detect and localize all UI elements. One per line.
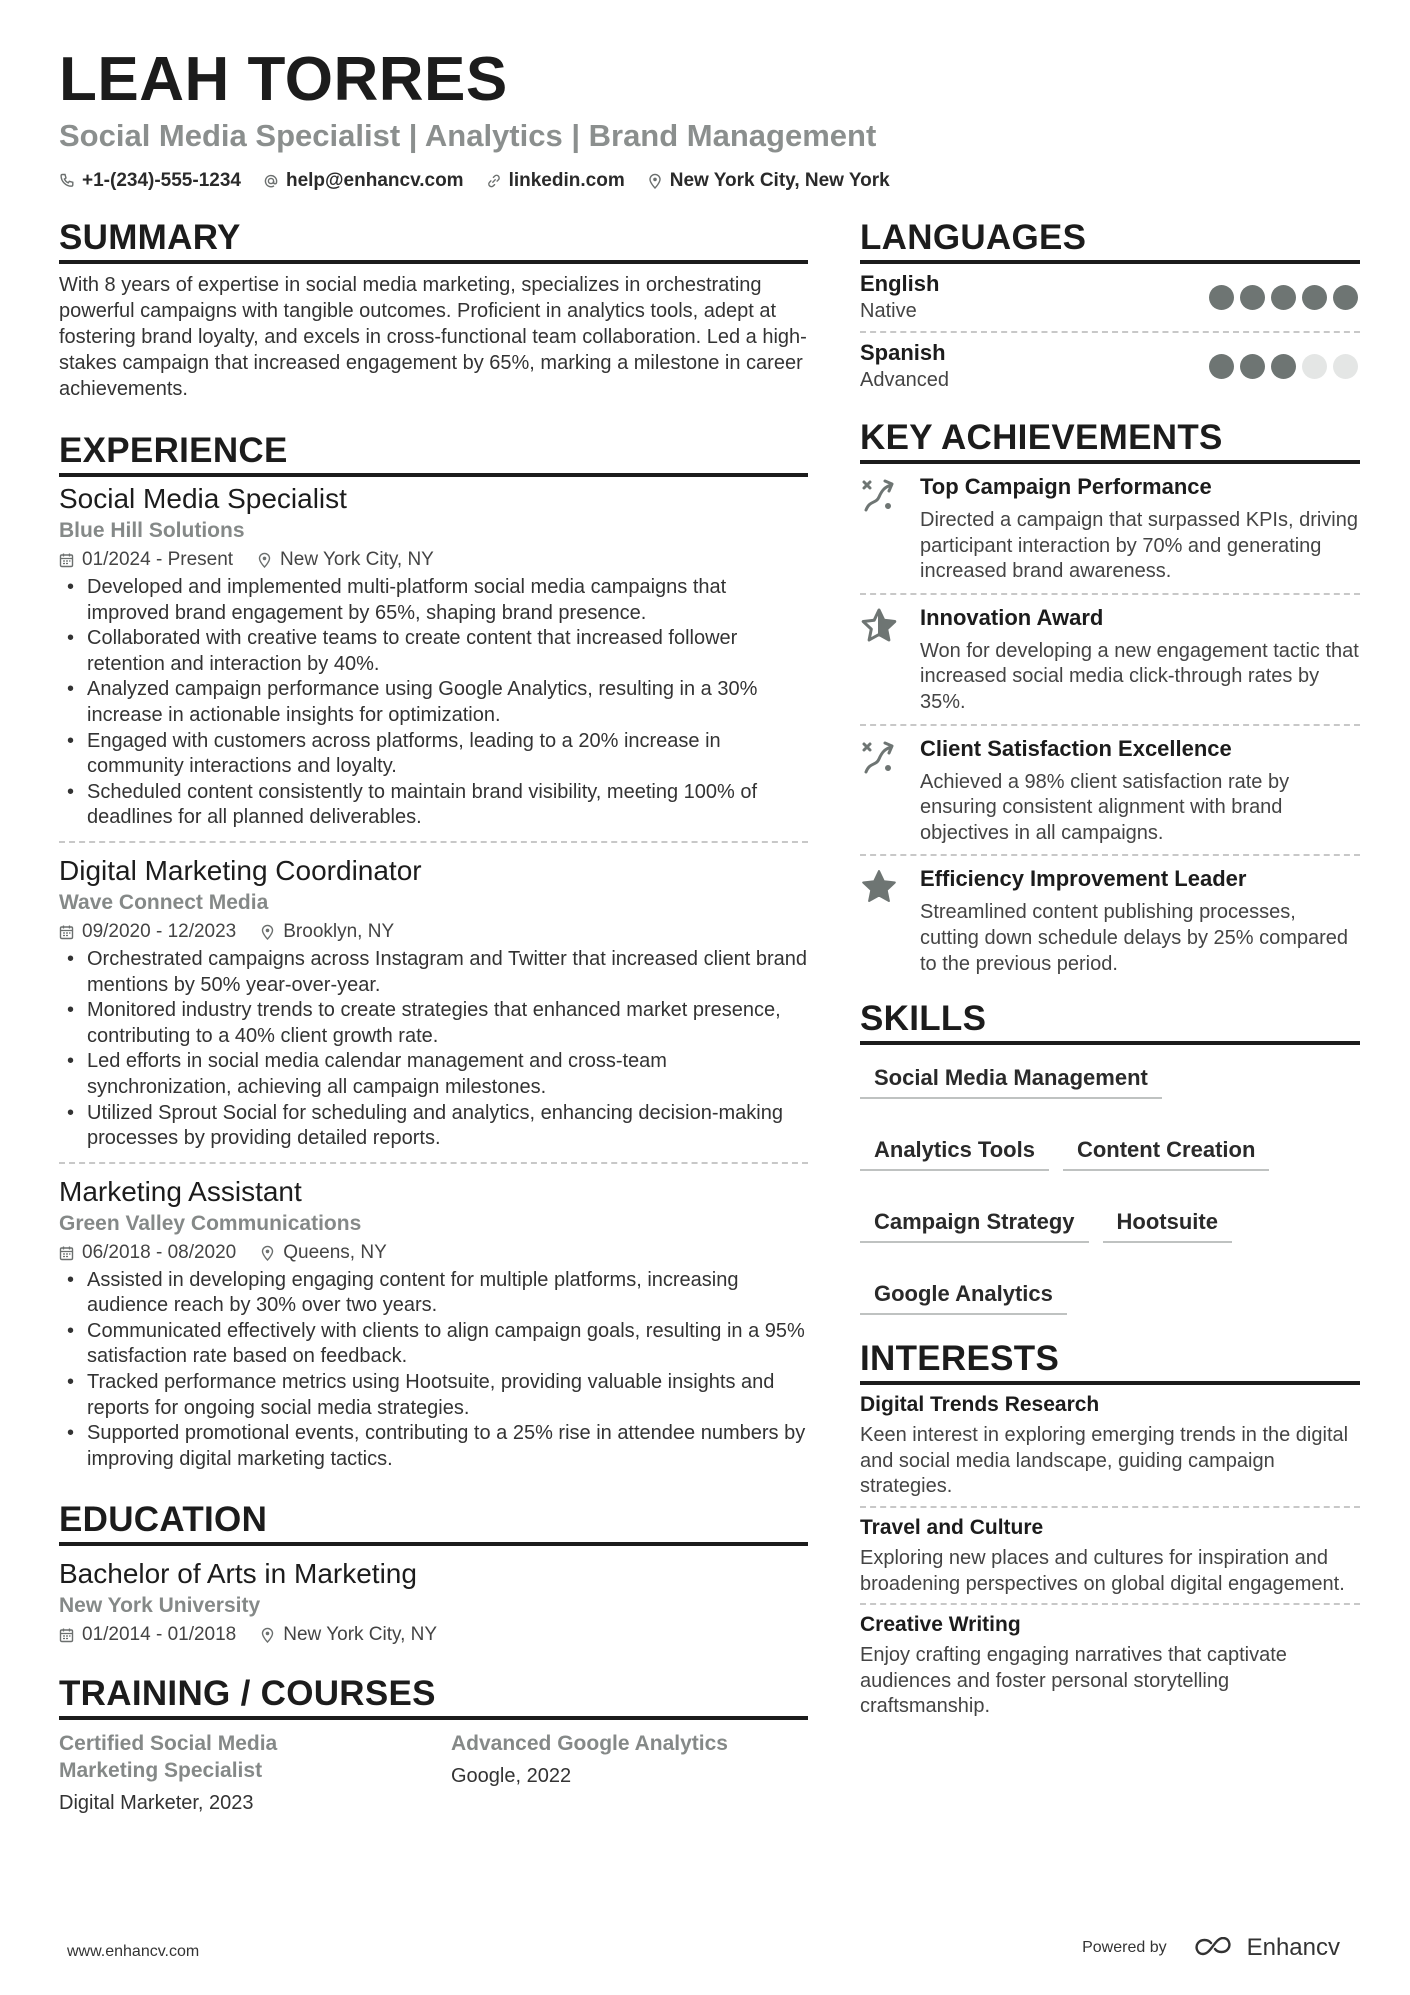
skill-tag: Social Media Management (860, 1059, 1162, 1099)
interests-section (860, 1339, 1360, 1726)
course-item (451, 1730, 808, 1815)
skills-section (860, 999, 1360, 1315)
rating-dot-filled (1271, 354, 1296, 379)
calendar-icon (59, 1627, 74, 1643)
contact-phone-text: +1-(234)-555-1234 (82, 170, 241, 191)
job-bullets (59, 947, 808, 1152)
language-item (860, 331, 1360, 400)
job-entry (59, 1162, 808, 1483)
achievement-title: Top Campaign Performance (920, 474, 1212, 499)
job-bullet: • Tracked performance metrics using Hootsuite, providing valuable insights and reports for ongoing social media strategies. (59, 1370, 808, 1421)
job-bullet: • Orchestrated campaigns across Instagram and Twitter that increased client brand mentions by 50% year-over-year. (59, 947, 808, 998)
achievement-desc: Directed a campaign that surpassed KPIs, driving participant interaction by 70% and generating increased brand awareness. (920, 509, 1358, 583)
location-icon (260, 1627, 275, 1643)
job-location (260, 1242, 387, 1264)
summary-text: With 8 years of expertise in social media marketing, specializes in orchestrating powerful campaigns with tangible outcomes. Proficient in analytics tools, adept at fostering brand loyalty, and excels in cross-functional team collaboration. Led a high-stakes campaign that increased engagement by 65%, marking a milestone in career achievements. (59, 274, 807, 400)
link-icon (486, 173, 502, 189)
interest-title: Travel and Culture (860, 1515, 1044, 1539)
company-name: Green Valley Communications (59, 1211, 362, 1235)
left-column (59, 218, 808, 1815)
language-level: Native (860, 300, 917, 322)
interest-item (860, 1603, 1360, 1726)
experience-section (59, 431, 808, 1482)
rating-dot-filled (1333, 285, 1358, 310)
interest-title: Digital Trends Research (860, 1393, 1100, 1417)
skill-tag: Analytics Tools (860, 1131, 1049, 1171)
job-meta (59, 549, 808, 571)
company-name: Wave Connect Media (59, 890, 269, 914)
education-location (260, 1624, 437, 1646)
rating-dot-empty (1333, 354, 1358, 379)
job-bullet: • Monitored industry trends to create strategies that enhanced market presence, contributing to a 40% client growth rate. (59, 998, 808, 1049)
job-dates-text: 01/2024 - Present (82, 549, 234, 570)
job-bullet: • Developed and implemented multi-platform social media campaigns that improved brand engagement by 65%, shaping brand presence. (59, 575, 808, 626)
calendar-icon (59, 1245, 74, 1261)
job-bullet: • Communicated effectively with clients to align campaign goals, resulting in a 95% satisfaction rate based on feedback. (59, 1319, 808, 1370)
path-arrow-icon (860, 474, 904, 585)
star-filled-icon (860, 866, 904, 977)
location-icon (260, 1245, 275, 1261)
rating-dot-filled (1302, 285, 1327, 310)
achievements-section (860, 418, 1360, 985)
experience-heading: EXPERIENCE (59, 431, 808, 477)
achievement-title: Client Satisfaction Excellence (920, 735, 1232, 761)
job-bullet: • Collaborated with creative teams to create content that increased follower retention and interaction by 40%. (59, 626, 808, 677)
job-bullet: • Assisted in developing engaging content for multiple platforms, increasing audience reach by 30% over two years. (59, 1268, 808, 1319)
language-name: Spanish (860, 340, 946, 365)
contact-phone[interactable] (59, 170, 241, 192)
rating-dot-empty (1302, 354, 1327, 379)
skill-tag: Campaign Strategy (860, 1203, 1089, 1243)
education-location-text: New York City, NY (283, 1624, 438, 1646)
job-bullet: • Utilized Sprout Social for scheduling and analytics, enhancing decision-making processes by providing detailed reports. (59, 1101, 808, 1152)
achievement-desc: Streamlined content publishing processes, cutting down schedule delays by 25% compared to the previous period. (920, 901, 1349, 975)
achievement-title: Innovation Award (920, 604, 1104, 630)
skill-tag: Google Analytics (860, 1275, 1067, 1315)
language-rating (1209, 285, 1358, 310)
job-meta (59, 1242, 808, 1264)
interest-item (860, 1385, 1360, 1506)
headline: Social Media Specialist | Analytics | Brand Management (59, 118, 877, 153)
job-bullet: • Supported promotional events, contributing to a 25% rise in attendee numbers by improving digital marketing tactics. (59, 1421, 808, 1472)
languages-heading: LANGUAGES (860, 218, 1360, 264)
company-name: Blue Hill Solutions (59, 519, 245, 542)
education-dates (59, 1624, 236, 1646)
footer-website[interactable]: www.enhancv.com (67, 1943, 200, 1960)
job-dates-text: 09/2020 - 12/2023 (82, 920, 237, 942)
languages-section (860, 218, 1360, 400)
job-bullet: • Analyzed campaign performance using Google Analytics, resulting in a 30% increase in actionable insights for optimization. (59, 677, 808, 728)
contact-linkedin-text: linkedin.com (508, 170, 625, 191)
language-rating (1209, 354, 1358, 379)
course-title: Certified Social Media Marketing Specialist (59, 1732, 278, 1783)
achievement-item (860, 464, 1360, 593)
skills-heading: SKILLS (860, 999, 1360, 1045)
enhancv-logo-icon (1193, 1937, 1237, 1959)
rating-dot-filled (1271, 285, 1296, 310)
powered-by-label: Powered by (1082, 1939, 1167, 1956)
job-title: Digital Marketing Coordinator (59, 854, 422, 886)
interest-title: Creative Writing (860, 1613, 1021, 1637)
training-heading: TRAINING / COURSES (59, 1674, 808, 1720)
rating-dot-filled (1209, 354, 1234, 379)
skills-list (860, 1059, 1360, 1315)
achievement-item (860, 593, 1360, 724)
summary-section (59, 218, 808, 402)
contact-linkedin[interactable] (486, 170, 625, 192)
contact-bar (59, 170, 890, 192)
location-icon (260, 924, 275, 940)
location-icon (257, 552, 272, 568)
job-dates (59, 921, 236, 943)
job-meta (59, 921, 808, 943)
right-column (860, 218, 1360, 1726)
job-dates (59, 1242, 236, 1264)
rating-dot-filled (1240, 285, 1265, 310)
interest-desc: Enjoy crafting engaging narratives that captivate audiences and foster personal storytelling craftsmanship. (860, 1644, 1287, 1718)
at-icon (263, 173, 279, 189)
education-dates-text: 01/2014 - 01/2018 (82, 1624, 237, 1646)
brand-name: Enhancv (1246, 1934, 1340, 1961)
path-arrow-icon (860, 736, 904, 847)
achievement-item (860, 854, 1360, 985)
job-bullets (59, 575, 808, 831)
degree-title: Bachelor of Arts in Marketing (59, 1558, 417, 1590)
calendar-icon (59, 924, 74, 940)
language-level: Advanced (860, 369, 949, 391)
education-section (59, 1500, 808, 1646)
interest-desc: Keen interest in exploring emerging trends in the digital and social media landscape, guiding campaign strategies. (860, 1424, 1349, 1498)
rating-dot-filled (1240, 354, 1265, 379)
education-heading: EDUCATION (59, 1500, 808, 1546)
achievements-heading: KEY ACHIEVEMENTS (860, 418, 1360, 464)
skill-tag: Hootsuite (1103, 1203, 1232, 1243)
job-location-text: Queens, NY (283, 1241, 387, 1263)
job-bullet: • Led efforts in social media calendar management and cross-team synchronization, achieving all campaign milestones. (59, 1049, 808, 1100)
interest-item (860, 1506, 1360, 1603)
course-provider: Digital Marketer, 2023 (59, 1792, 254, 1815)
contact-location (647, 170, 890, 192)
achievement-item (860, 724, 1360, 855)
job-location (260, 921, 394, 943)
footer-branding (1082, 1934, 1340, 1962)
achievement-desc: Achieved a 98% client satisfaction rate by ensuring consistent alignment with brand objectives in all campaigns. (920, 770, 1290, 844)
contact-email[interactable] (263, 170, 464, 192)
job-title: Marketing Assistant (59, 1175, 302, 1207)
interest-desc: Exploring new places and cultures for inspiration and broadening perspectives on global digital engagement. (860, 1546, 1345, 1595)
star-outline-icon (860, 605, 904, 716)
job-location (257, 549, 434, 571)
school-name: New York University (59, 1594, 261, 1618)
brand-logo[interactable] (1193, 1934, 1340, 1962)
calendar-icon (59, 552, 74, 568)
achievement-desc: Won for developing a new engagement tactic that increased social media click-through rates by 35%. (920, 639, 1359, 713)
course-title: Advanced Google Analytics (451, 1732, 728, 1756)
achievement-title: Efficiency Improvement Leader (920, 866, 1247, 892)
skill-tag: Content Creation (1063, 1131, 1269, 1171)
job-dates (59, 549, 233, 571)
candidate-name: LEAH TORRES (59, 45, 508, 114)
phone-icon (59, 173, 75, 189)
training-section (59, 1674, 808, 1815)
summary-heading: SUMMARY (59, 218, 808, 264)
language-item (860, 264, 1360, 331)
job-dates-text: 06/2018 - 08/2020 (82, 1241, 237, 1263)
language-name: English (860, 271, 940, 296)
job-entry (59, 841, 808, 1162)
job-location-text: New York City, NY (280, 549, 434, 570)
contact-email-text: help@enhancv.com (285, 170, 464, 191)
job-title: Social Media Specialist (59, 483, 347, 514)
job-entry (59, 481, 808, 841)
course-item (59, 1730, 451, 1815)
education-meta (59, 1624, 808, 1646)
job-location-text: Brooklyn, NY (283, 920, 395, 942)
location-icon (647, 173, 663, 189)
job-bullets (59, 1268, 808, 1473)
contact-location-text: New York City, New York (669, 170, 890, 191)
job-bullet: • Engaged with customers across platforms, leading to a 20% increase in community interactions and loyalty. (59, 729, 808, 780)
rating-dot-filled (1209, 285, 1234, 310)
course-list (59, 1730, 808, 1815)
course-provider: Google, 2022 (451, 1765, 572, 1788)
job-bullet: • Scheduled content consistently to maintain brand visibility, meeting 100% of deadlines for all planned deliverables. (59, 780, 808, 831)
interests-heading: INTERESTS (860, 1339, 1360, 1385)
